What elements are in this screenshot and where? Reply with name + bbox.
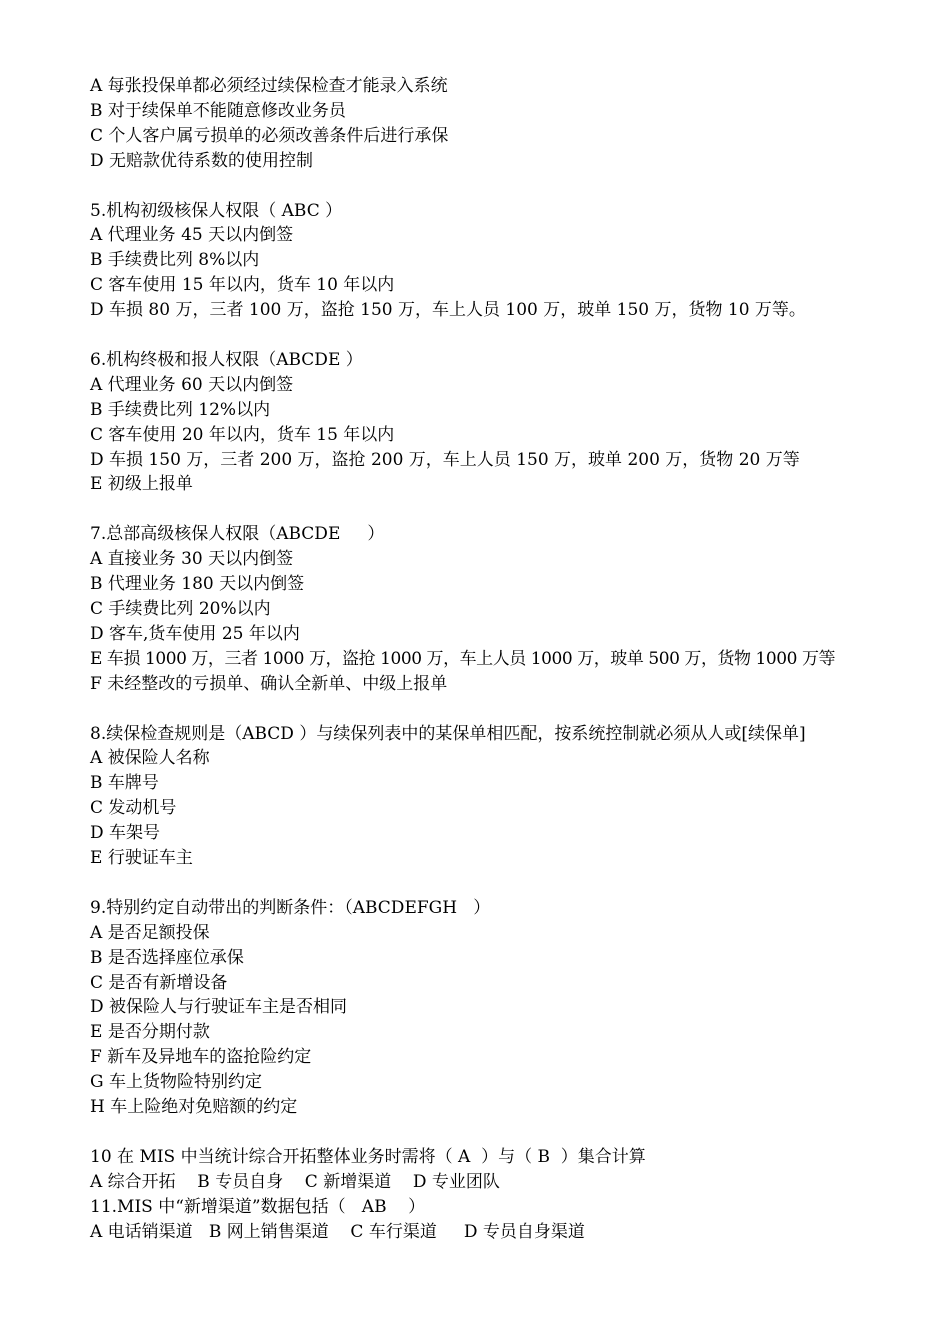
question-6	[90, 348, 870, 497]
option-7b: B 代理业务 180 天以内倒签	[90, 574, 305, 595]
option-9a: A 是否足额投保	[90, 922, 210, 943]
option-7a: A 直接业务 30 天以内倒签	[90, 549, 294, 570]
option-8a: A 被保险人名称	[90, 748, 210, 769]
option-6c: C 客车使用 20 年以内，货车 15 年以内	[90, 424, 395, 445]
question-8	[90, 722, 870, 871]
option-7e: E 车损 1000 万，三者 1000 万，盗抢 1000 万，车上人员 1000 万，玻单 500 万，货物 1000 万等	[90, 648, 836, 669]
question-10-text: 10 在 MIS 中当统计综合开拓整体业务时需将（ A ）与（ B ）集合计算	[90, 1146, 646, 1167]
option-9f: F 新车及异地车的盗抢险约定	[90, 1047, 312, 1068]
spacer	[90, 323, 870, 348]
option-5a: A 代理业务 45 天以内倒签	[90, 225, 294, 246]
option-6e: E 初级上报单	[90, 474, 193, 495]
question-11-options: A 电话销渠道 B 网上销售渠道 C 车行渠道 D 专员自身渠道	[90, 1221, 585, 1242]
option-8e: E 行驶证车主	[90, 848, 193, 869]
option-8b: B 车牌号	[90, 773, 159, 794]
option-4c: C 个人客户属亏损单的必须改善条件后进行承保	[90, 125, 449, 146]
question-11	[90, 1195, 870, 1245]
option-9h: H 车上险绝对免赔额的约定	[90, 1097, 298, 1118]
option-9d: D 被保险人与行驶证车主是否相同	[90, 997, 348, 1018]
option-6a: A 代理业务 60 天以内倒签	[90, 374, 294, 395]
question-8-text: 8.续保检查规则是（ABCD ）与续保列表中的某保单相匹配，按系统控制就必须从人或[续保单]	[90, 723, 806, 744]
option-4d: D 无赔款优待系数的使用控制	[90, 150, 314, 171]
spacer	[90, 871, 870, 896]
spacer	[90, 1120, 870, 1145]
question-10-options: A 综合开拓 B 专员自身 C 新增渠道 D 专业团队	[90, 1171, 500, 1192]
document-page	[90, 74, 870, 1245]
question-7	[90, 522, 870, 696]
question-5	[90, 199, 870, 324]
option-4a: A 每张投保单都必须经过续保检查才能录入系统	[90, 76, 448, 96]
option-5d: D 车损 80 万，三者 100 万，盗抢 150 万，车上人员 100 万，玻单 150 万，货物 10 万等。	[90, 300, 806, 321]
option-9e: E 是否分期付款	[90, 1022, 210, 1043]
option-6b: B 手续费比列 12%以内	[90, 399, 271, 420]
spacer	[90, 497, 870, 522]
option-7c: C 手续费比列 20%以内	[90, 598, 271, 619]
question-9	[90, 896, 870, 1120]
question-4-options	[90, 74, 870, 174]
question-6-text: 6.机构终极和报人权限（ABCDE ）	[90, 349, 363, 370]
option-5b: B 手续费比列 8%以内	[90, 250, 260, 271]
option-8d: D 车架号	[90, 823, 161, 844]
question-5-text: 5.机构初级核保人权限（ ABC ）	[90, 200, 343, 221]
question-7-text: 7.总部高级核保人权限（ABCDE ）	[90, 524, 385, 545]
option-5c: C 客车使用 15 年以内，货车 10 年以内	[90, 275, 395, 296]
question-10	[90, 1145, 870, 1195]
option-9c: C 是否有新增设备	[90, 972, 228, 993]
spacer	[90, 174, 870, 199]
option-9b: B 是否选择座位承保	[90, 947, 244, 968]
question-11-text: 11.MIS 中“新增渠道”数据包括（ AB ）	[90, 1196, 426, 1217]
option-4b: B 对于续保单不能随意修改业务员	[90, 100, 346, 121]
option-8c: C 发动机号	[90, 798, 177, 819]
option-7f: F 未经整改的亏损单、确认全新单、中级上报单	[90, 673, 448, 694]
option-9g: G 车上货物险特别约定	[90, 1072, 262, 1093]
option-6d: D 车损 150 万，三者 200 万，盗抢 200 万，车上人员 150 万，玻单 200 万，货物 20 万等	[90, 449, 800, 470]
question-9-text: 9.特别约定自动带出的判断条件：（ABCDEFGH ）	[90, 897, 491, 918]
spacer	[90, 697, 870, 722]
option-7d: D 客车,货车使用 25 年以内	[90, 623, 300, 644]
